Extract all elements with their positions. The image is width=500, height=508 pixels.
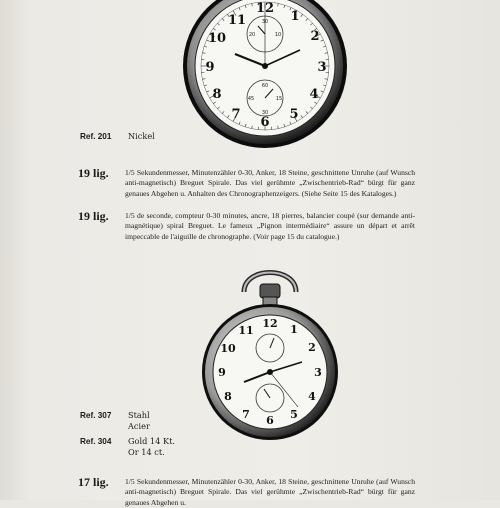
svg-text:6: 6 [266,414,274,427]
material-gold: Gold 14 Kt. [128,436,175,446]
pocket-watch-ref-307-304 [190,262,350,442]
description-french-1: 1/5 de seconde, compteur 0-30 minutes, ancre, 18 pierres, balancier coupé (sur demande anti-magnétique) spiral Breguet. Le fameux „Pignon intermédiaire“ assure un départ et arrêt impeccable de l'aiguille de chronographe. (Voir page 15 du catalogue.) [125,211,415,242]
svg-text:3: 3 [314,366,322,379]
dial-numeral-11: 11 [228,13,246,28]
dial-numeral-1: 1 [290,9,299,24]
svg-text:60: 60 [262,83,268,89]
ref-307-label: Ref. 307 Stahl Acier [80,410,111,420]
svg-text:11: 11 [238,324,253,337]
svg-text:10: 10 [220,342,236,355]
caliber-17-lig-de: 17 lig. [78,475,109,490]
svg-text:5: 5 [290,408,298,421]
dial-numeral-12: 12 [256,1,274,16]
pocket-watch-ref-201 [180,0,350,140]
dial-numeral-8: 8 [212,87,221,102]
dial-numeral-7: 7 [231,107,240,122]
svg-text:10: 10 [275,32,281,38]
dial-numeral-3: 3 [317,60,326,75]
dial-numeral-5: 5 [289,107,298,122]
material-nickel: Nickel [128,131,155,141]
svg-text:9: 9 [218,366,226,379]
svg-text:30: 30 [262,110,268,116]
ref-304-label: Ref. 304 Gold 14 Kt. Or 14 ct. [80,436,111,446]
dial-numeral-10: 10 [208,31,226,46]
material-or: Or 14 ct. [128,447,165,457]
dial-numeral-9: 9 [205,60,214,75]
material-acier: Acier [128,421,150,431]
svg-text:15: 15 [276,96,282,102]
dial-numeral-6: 6 [260,115,269,130]
material-stahl: Stahl [128,410,150,420]
dial-numeral-2: 2 [310,29,319,44]
caliber-19-lig-de: 19 lig. [78,166,109,181]
caliber-19-lig-fr: 19 lig. [78,209,109,224]
svg-text:4: 4 [308,390,316,403]
ref-201-label: Ref. 201 Nickel [80,131,111,141]
svg-text:30: 30 [262,19,268,25]
description-german-1: 1/5 Sekundenmesser, Minutenzähler 0-30, Anker, 18 Steine, geschnittene Unruhe (auf Wunsch anti-magnetisch) Breguet Spirale. Das viel gerühmte „Zwischentrieb-Rad“ bürgt für ganz genaues Abgehen u. Anhalten des Chronographenzeigers. (Siehe Seite 15 des Kataloges.) [125,168,415,199]
description-german-2: 1/5 Sekundenmesser, Minutenzähler 0-30, Anker, 18 Steine, geschnittene Unruhe (auf Wunsch anti-magnetisch) Breguet Spirale. Das viel gerühmte „Zwischentrieb-Rad“ bürgt für ganz genaues Abgehen u. [125,477,415,500]
svg-text:7: 7 [242,408,250,421]
svg-text:2: 2 [308,341,316,354]
svg-text:45: 45 [248,96,254,102]
svg-text:1: 1 [290,323,298,336]
svg-text:12: 12 [262,317,277,330]
dial-numeral-4: 4 [309,87,318,102]
svg-text:20: 20 [249,32,255,38]
svg-text:8: 8 [224,390,232,403]
